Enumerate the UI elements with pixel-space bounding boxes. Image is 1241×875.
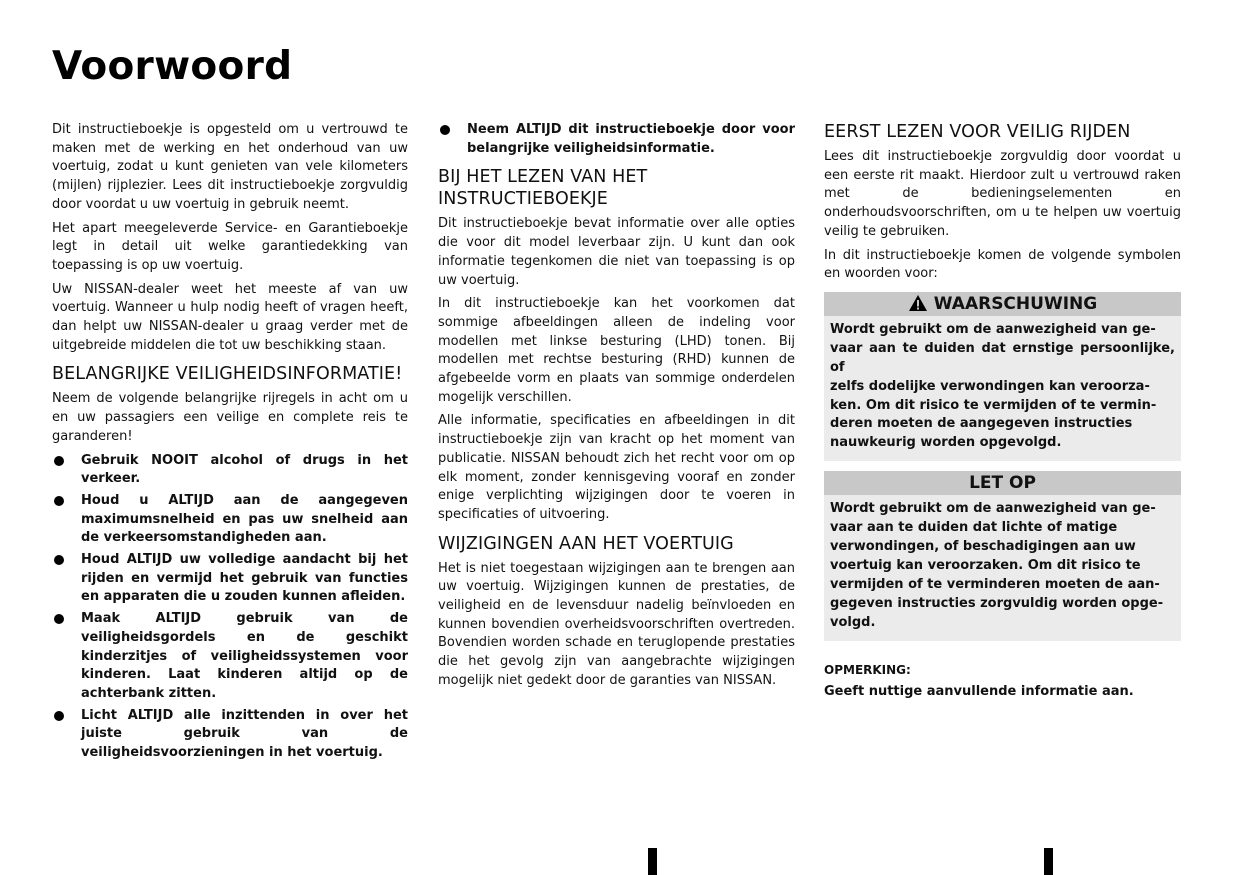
warning-box (824, 292, 1181, 461)
caution-label: LET OP (969, 473, 1036, 494)
warning-triangle-icon (908, 294, 928, 312)
crop-mark (648, 848, 657, 875)
lhd-rhd-paragraph: In dit instructieboekje kan het voorkomen dat sommige afbeeldingen alleen de indeling voor modellen met linkse besturing (LHD) tonen. Bij modellen met rechtse besturing (RHD) kunnen de afgebeelde vorm en plaats van sommige onderdelen mogelijk verschillen. (438, 296, 795, 405)
modifications-heading: WIJZIGINGEN AAN HET VOERTUIG (438, 533, 734, 554)
symbols-paragraph: In dit instructieboekje komen de volgende symbolen en woorden voor: (824, 247, 1181, 282)
bullet-icon (440, 125, 450, 135)
options-paragraph: Dit instructieboekje bevat informatie over alle opties die voor dit model leverbaar zijn. U kunt dan ook informatie tegenkomen die niet van toepassing is op uw voertuig. (438, 216, 795, 288)
bullet-icon (54, 614, 64, 624)
warranty-paragraph: Het apart meegeleverde Service- en Garantieboekje legt in detail uit welke garantiedekking van toepassing is op uw voertuig. (52, 220, 408, 273)
caution-header (824, 471, 1181, 495)
safety-intro: Neem de volgende belangrijke rijregels in acht om u en uw passagiers een veilige en complete reis te garanderen! (52, 391, 408, 444)
warning-text: Wordt gebruikt om de aanwezigheid van ge- vaar aan te duiden dat ernstige persoonlijke, of zelfs dodelijke verwondingen kan veroorza- ken. Om dit risico te vermijden of te vermin- deren moeten de aangegeven instructies nauwkeurig worden opgevolgd. (824, 316, 1181, 461)
bullet-icon (54, 711, 64, 721)
bullet-icon (54, 456, 64, 466)
safety-heading: BELANGRIJKE VEILIGHEIDSINFORMATIE! (52, 364, 403, 385)
list-item: Houd u ALTIJD aan de aangegeven maximumsnelheid en pas uw snelheid aan de verkeersomstandigheden aan. (52, 492, 408, 548)
caution-box (824, 471, 1181, 640)
warning-label: WAARSCHUWING (933, 293, 1098, 314)
reading-heading: BIJ HET LEZEN VAN HET INSTRUCTIEBOEKJE (438, 167, 648, 210)
caution-text: Wordt gebruikt om de aanwezigheid van ge- vaar aan te duiden dat lichte of matige verwondingen, of beschadigingen aan uw voertuig kan veroorzaken. Om dit risico te vermijden of te verminderen moeten de aan- gegeven instructies zorgvuldig worden opge- volgd. (824, 495, 1181, 640)
column-left (52, 121, 408, 766)
list-item: Houd ALTIJD uw volledige aandacht bij het rijden en vermijd het gebruik van functies en apparaten die u zouden kunnen afleiden. (52, 551, 408, 607)
specifications-paragraph: Alle informatie, specificaties en afbeeldingen in dit instructieboekje zijn van kracht op het moment van publicatie. NISSAN behoudt zich het recht voor om op elk moment, zonder kennisgeving vooraf en zonder enige verplichting wijzigingen door te voeren in specificaties of uitvoering. (438, 413, 795, 522)
list-item: Gebruik NOOIT alcohol of drugs in het verkeer. (52, 452, 408, 489)
column-middle (438, 121, 795, 696)
read-first-paragraph: Lees dit instructieboekje zorgvuldig door voordat u een eerste rit maakt. Hierdoor zult u vertrouwd raken met de bedieningselementen en onderhoudsvoorschriften, om u te helpen uw voertuig veilig te gebruiken. (824, 149, 1181, 239)
modifications-paragraph: Het is niet toegestaan wijzigingen aan te brengen aan uw voertuig. Wijzigingen kunnen de prestaties, de veiligheid en de levensduur nadelig beïnvloeden en kunnen bovendien overheidsvoorschriften overtreden. Bovendien worden schade en teruglopende prestaties die het gevolg zijn van aangebrachte wijzigingen mogelijk niet gedekt door de garanties van NISSAN. (438, 560, 795, 688)
list-item: Licht ALTIJD alle inzittenden in over het juiste gebruik van de veiligheidsvoorzieningen in het voertuig. (52, 707, 408, 763)
list-item: Neem ALTIJD dit instructieboekje door voor belangrijke veiligheidsinformatie. (438, 121, 795, 158)
warning-header (824, 292, 1181, 316)
list-item: Maak ALTIJD gebruik van de veiligheidsgordels en de geschikt kinderzitjes of veiligheidssystemen voor kinderen. Laat kinderen altijd op de achterbank zitten. (52, 610, 408, 704)
bullet-icon (54, 496, 64, 506)
note-label: OPMERKING: (824, 662, 911, 677)
manual-rule-list (438, 121, 795, 158)
intro-paragraph: Dit instructieboekje is opgesteld om u vertrouwd te maken met de werking en het onderhoud van uw voertuig, zodat u kunt genieten van vele kilometers (mijlen) rijplezier. Lees dit instructieboekje zorgvuldig door voordat u uw voertuig in gebruik neemt. (52, 122, 408, 212)
read-first-heading: EERST LEZEN VOOR VEILIG RIJDEN (824, 122, 1131, 142)
crop-mark (1044, 848, 1053, 875)
bullet-icon (54, 555, 64, 565)
dealer-paragraph: Uw NISSAN-dealer weet het meeste af van uw voertuig. Wanneer u hulp nodig heeft of vragen heeft, dan helpt uw NISSAN-dealer u graag verder met de uitgebreide middelen die tot uw beschikking staan. (52, 281, 408, 353)
column-right (824, 121, 1181, 701)
safety-rules-list (52, 452, 408, 763)
page-title: Voorwoord (52, 44, 293, 89)
note-text: Geeft nuttige aanvullende informatie aan. (824, 683, 1134, 699)
